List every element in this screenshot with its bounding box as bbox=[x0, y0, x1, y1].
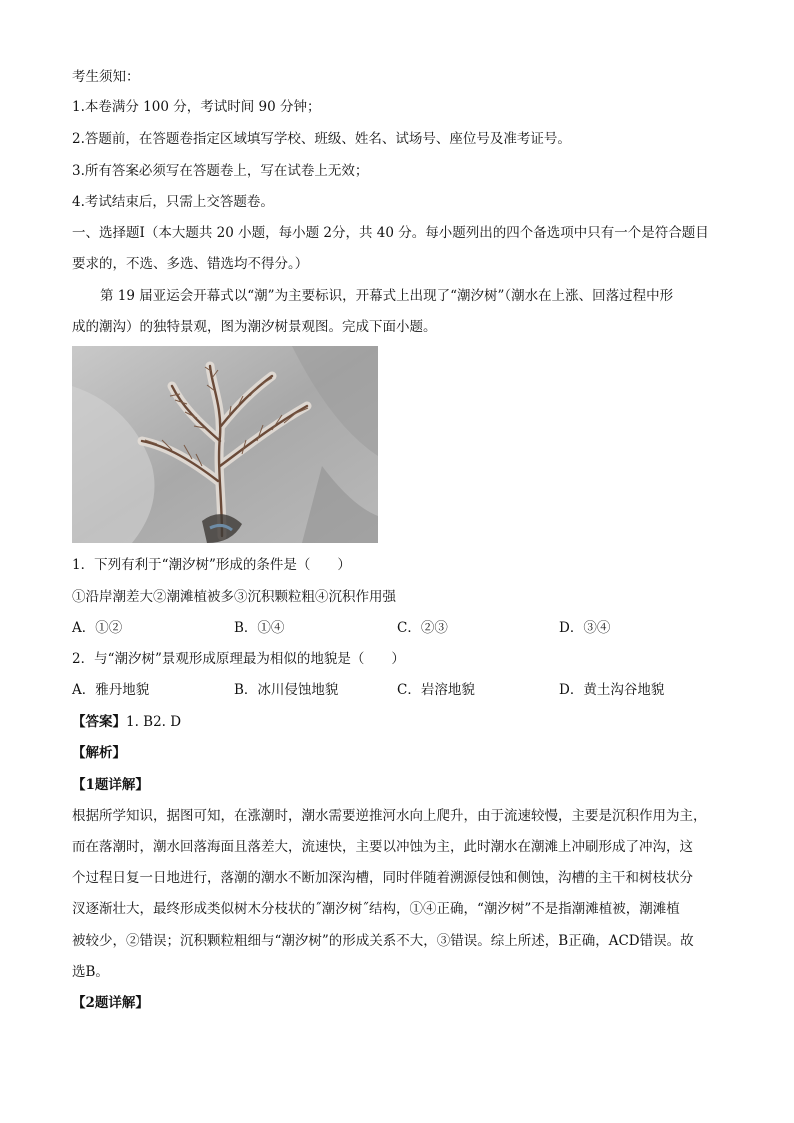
q1-option-a: A．①② bbox=[72, 620, 123, 636]
detail1-label: 【1题详解】 bbox=[72, 777, 149, 793]
notice-item-1: 1.本卷满分 100 分，考试时间 90 分钟； bbox=[72, 99, 321, 115]
detail1-line5: 被较少，②错误；沉积颗粒粗细与“潮汐树”的形成关系不大，③错误。综上所述，B正确，ACD错误。故 bbox=[72, 933, 694, 949]
detail1-line4: 汊逐渐壮大，最终形成类似树木分枝状的˝潮汐树˝结构，①④正确，“潮汐树”不是指潮滩植被，潮滩植 bbox=[72, 901, 680, 917]
section-heading-line1: 一、选择题Ⅰ（本大题共 20 小题，每小题 2分，共 40 分。每小题列出的四个备选项中只有一个是符合题目 bbox=[72, 225, 709, 241]
detail1-line3: 个过程日复一日地进行，落潮的潮水不断加深沟槽，同时伴随着溯源侵蚀和侧蚀，沟槽的主干和树枝状分 bbox=[72, 870, 693, 886]
q1-option-b: B．①④ bbox=[234, 620, 285, 636]
q2-option-a: A．雅丹地貌 bbox=[72, 682, 150, 698]
q1-option-d: D．③④ bbox=[559, 620, 611, 636]
intro-line2: 成的潮沟）的独特景观，图为潮汐树景观图。完成下面小题。 bbox=[72, 319, 437, 335]
answer-text: 1. B2. D bbox=[126, 714, 182, 730]
q2-stem: 2．与“潮汐树”景观形成原理最为相似的地貌是（ ） bbox=[72, 651, 405, 667]
intro-line1: 第 19 届亚运会开幕式以“潮”为主要标识，开幕式上出现了“潮汐树”（潮水在上涨、回落过程中形 bbox=[100, 288, 674, 304]
detail1-line1: 根据所学知识，据图可知，在涨潮时，潮水需要逆推河水向上爬升，由于流速较慢，主要是沉积作用为主， bbox=[72, 808, 707, 824]
q2-option-c: C．岩溶地貌 bbox=[397, 682, 475, 698]
notice-title: 考生须知： bbox=[72, 69, 140, 85]
answer-row bbox=[72, 713, 181, 731]
section-heading-line2: 要求的，不选、多选、错选均不得分。） bbox=[72, 256, 309, 272]
answer-label: 【答案】 bbox=[72, 714, 126, 730]
q1-option-c: C．②③ bbox=[397, 620, 448, 636]
detail1-line6: 选B。 bbox=[72, 964, 109, 980]
q2-option-b: B．冰川侵蚀地貌 bbox=[234, 682, 339, 698]
notice-item-2: 2.答题前，在答题卷指定区域填写学校、班级、姓名、试场号、座位号及准考证号。 bbox=[72, 131, 571, 147]
tidal-tree-photo-icon bbox=[72, 346, 378, 543]
analysis-label: 【解析】 bbox=[72, 745, 126, 761]
detail2-label: 【2题详解】 bbox=[72, 995, 149, 1011]
detail1-line2: 而在落潮时，潮水回落海面且落差大，流速快，主要以冲蚀为主，此时潮水在潮滩上冲刷形成了冲沟，这 bbox=[72, 839, 693, 855]
q1-stem: 1．下列有利于“潮汐树”形成的条件是（ ） bbox=[72, 557, 351, 573]
q1-conditions: ①沿岸潮差大②潮滩植被多③沉积颗粒粗④沉积作用强 bbox=[72, 589, 396, 605]
notice-item-4: 4.考试结束后，只需上交答题卷。 bbox=[72, 194, 274, 210]
q2-option-d: D．黄土沟谷地貌 bbox=[559, 682, 665, 698]
notice-item-3: 3.所有答案必须写在答题卷上，写在试卷上无效； bbox=[72, 163, 369, 179]
tidal-tree-photo bbox=[72, 346, 378, 543]
